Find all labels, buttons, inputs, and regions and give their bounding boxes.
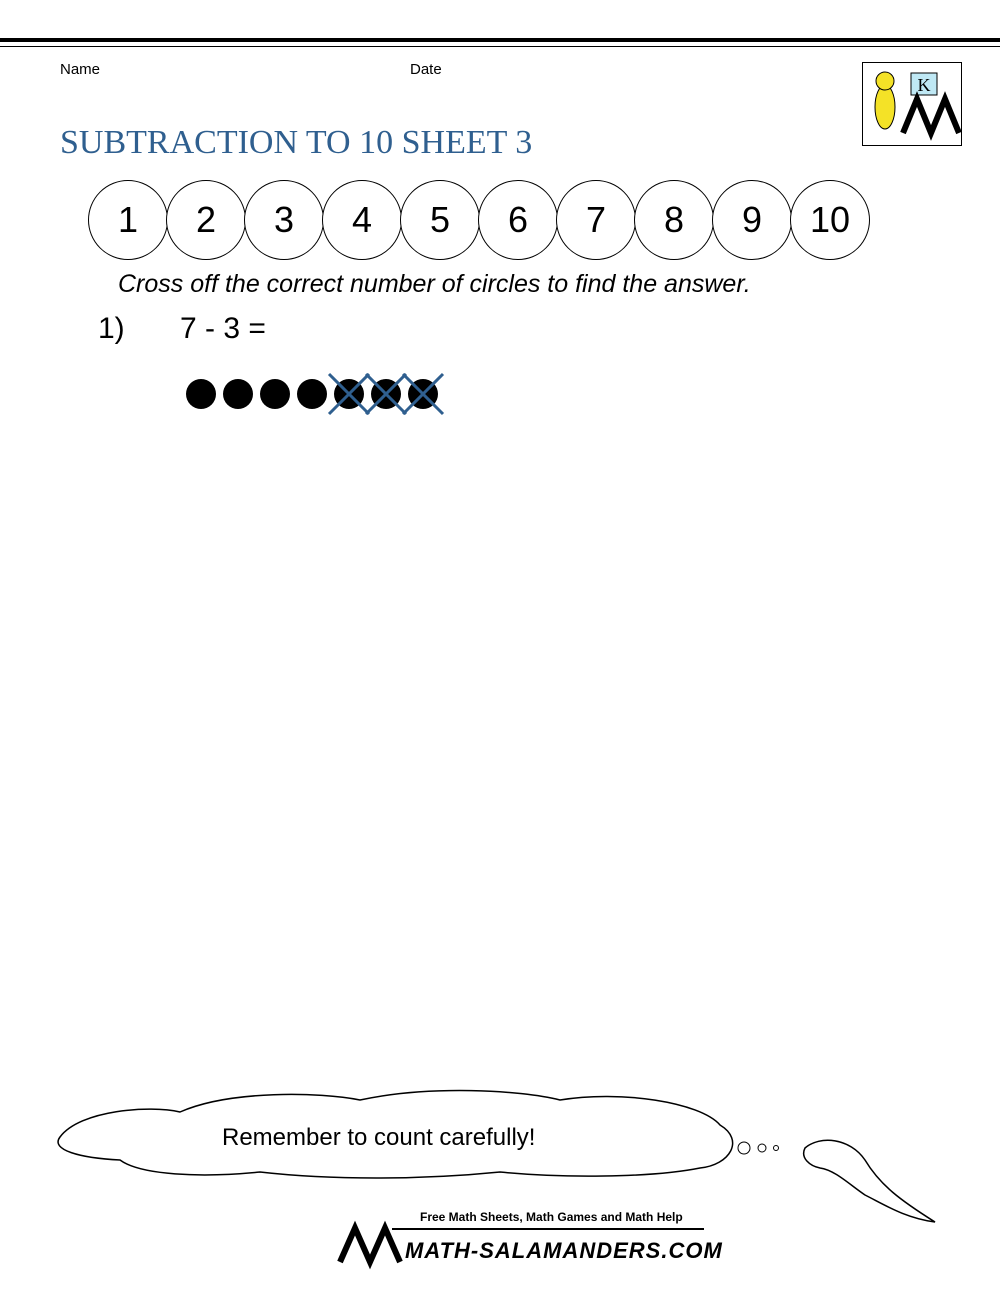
- number-line-circle: 4: [322, 180, 402, 260]
- number-line-circle: 8: [634, 180, 714, 260]
- cloud-text: Remember to count carefully!: [222, 1124, 536, 1151]
- date-label: Date: [410, 61, 442, 78]
- footer-logo-m: [340, 1228, 400, 1262]
- footer-site[interactable]: MATH-SALAMANDERS.COM: [405, 1238, 723, 1263]
- salamander-drawing: [804, 1140, 935, 1222]
- number-line-circle: 9: [712, 180, 792, 260]
- instruction-text: Cross off the correct number of circles to find the answer.: [118, 270, 751, 298]
- thought-bubble: [774, 1146, 779, 1151]
- problem-number: 1): [98, 312, 125, 345]
- page-title: SUBTRACTION TO 10 SHEET 3: [60, 124, 533, 161]
- number-line-circle: 1: [88, 180, 168, 260]
- number-line-circle: 6: [478, 180, 558, 260]
- thought-bubble: [738, 1142, 750, 1154]
- number-line-circle: 5: [400, 180, 480, 260]
- number-line-circle: 2: [166, 180, 246, 260]
- thought-bubble: [758, 1144, 766, 1152]
- number-line-circle: 10: [790, 180, 870, 260]
- number-line-circle: 3: [244, 180, 324, 260]
- name-label: Name: [60, 61, 101, 78]
- footer-tagline: Free Math Sheets, Math Games and Math Help: [420, 1210, 683, 1224]
- logo-letter: K: [917, 75, 931, 95]
- problem-expression: 7 - 3 =: [180, 312, 266, 345]
- number-line-circle: 7: [556, 180, 636, 260]
